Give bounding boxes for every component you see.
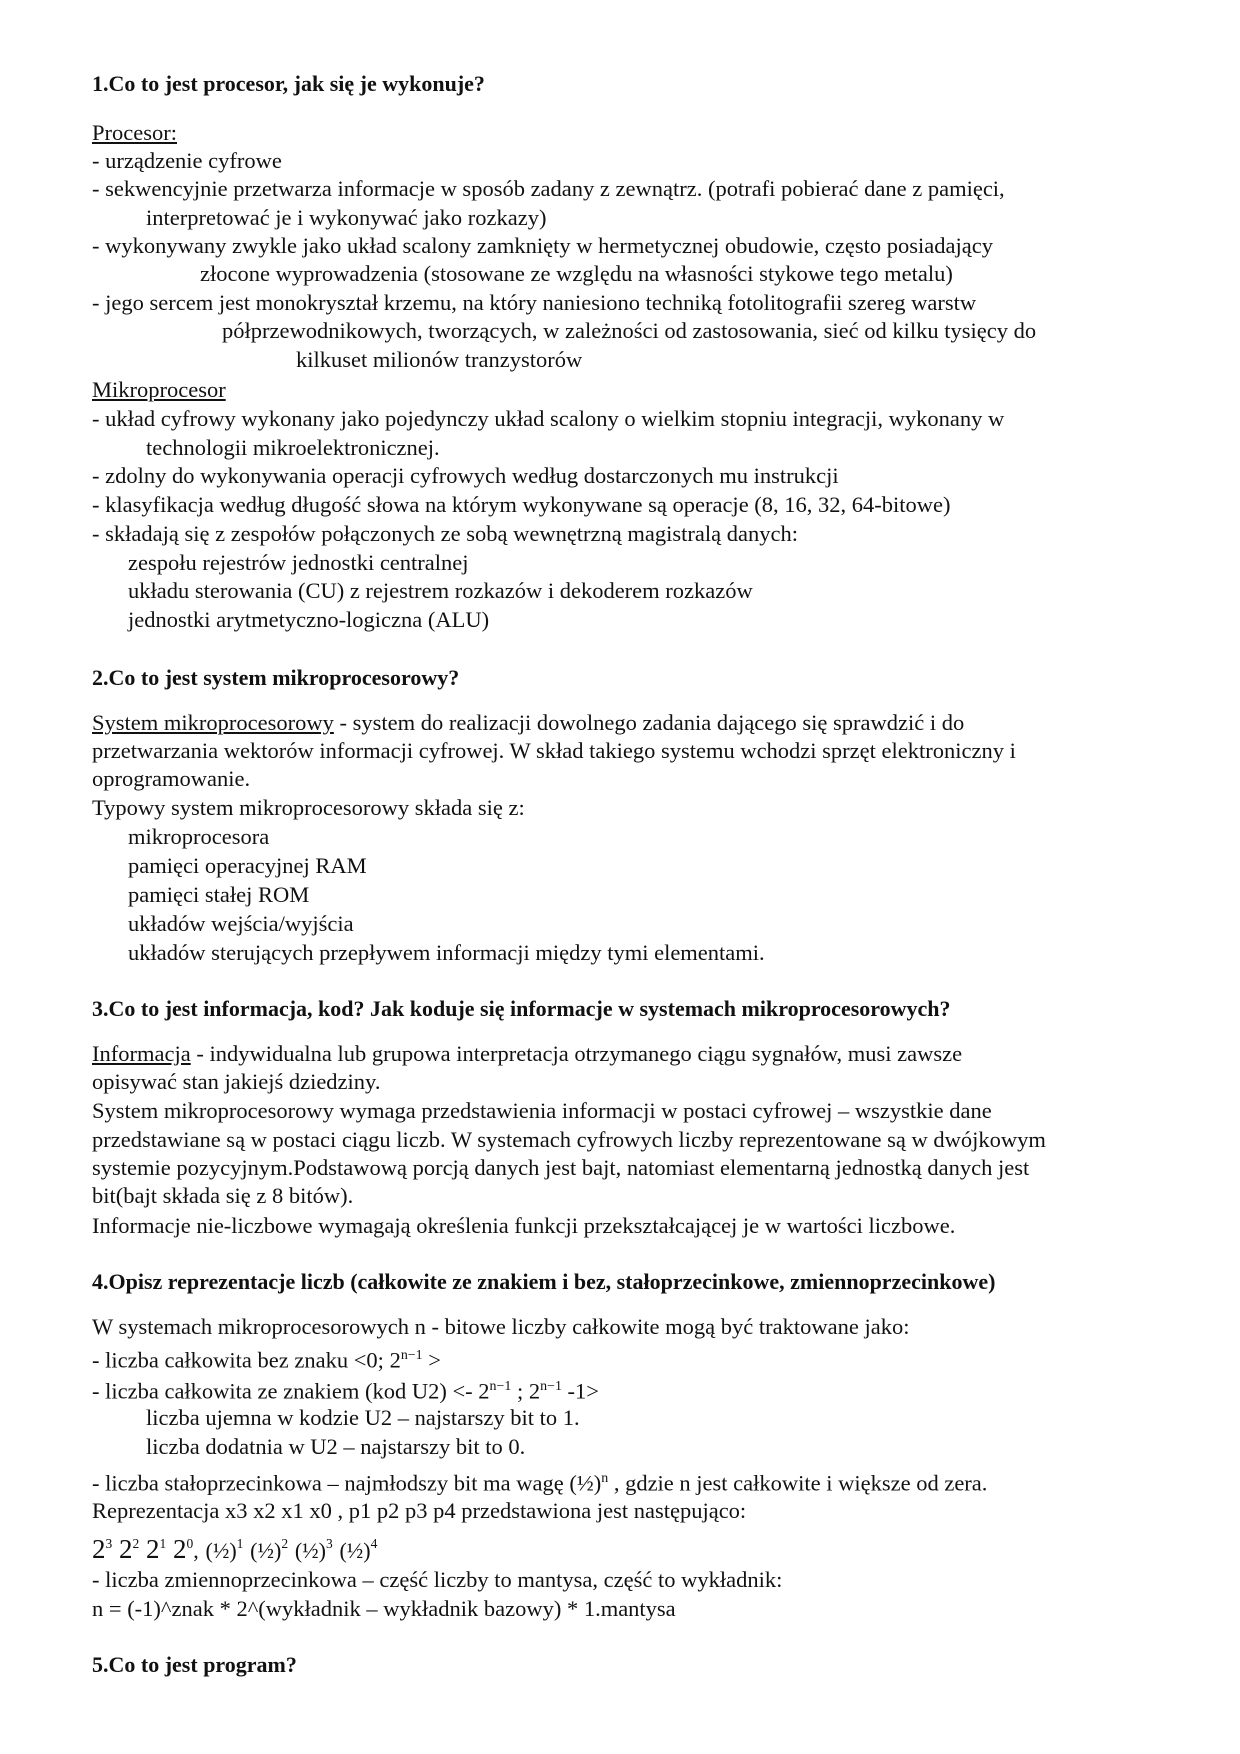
power-exponent: 2 [132,1536,140,1551]
text-line: - urządzenie cyfrowe [92,148,282,173]
text-fragment: -1> [561,1378,599,1404]
list-item: pamięci operacyjnej RAM [128,853,367,878]
microprocessor-label: Mikroprocesor [92,377,226,402]
text-line: - zdolny do wykonywania operacji cyfrowych według dostarczonych mu instrukcji [92,463,839,488]
power-base: 2 [478,1378,490,1404]
term-information: Informacja [92,1041,191,1066]
power-exponent: 1 [159,1536,167,1551]
definition-text: - system do realizacji dowolnego zadania dającego się sprawdzić i do [333,710,965,735]
weights-formula [92,1531,377,1564]
power-exponent: n−1 [489,1379,512,1394]
term-system: System mikroprocesorowy [92,710,334,735]
half-fraction: (½) [569,1470,602,1496]
text-line [92,710,964,736]
section-1-heading: 1.Co to jest procesor, jak się je wykonuje? [92,71,485,96]
half-fraction: (½) [294,1538,326,1563]
section-3-heading: 3.Co to jest informacja, kod? Jak koduje się informacje w systemach mikroprocesorowych? [92,996,951,1021]
power-exponent: n [601,1471,609,1486]
power-exponent: 3 [325,1536,333,1551]
section-4-heading: 4.Opisz reprezentacje liczb (całkowite ze znakiem i bez, stałoprzecinkowe, zmiennoprzecinkowe) [92,1269,996,1294]
text-line: przedstawiane są w postaci ciągu liczb. W systemach cyfrowych liczby reprezentowane są w dwójkowym [92,1127,1046,1152]
signed-range-line [92,1374,599,1405]
text-line: liczba ujemna w kodzie U2 – najstarszy bit to 1. [146,1405,580,1430]
power-exponent: n−1 [540,1379,562,1394]
fixed-point-line [92,1466,987,1497]
text-line: - składają się z zespołów połączonych ze sobą wewnętrzną magistralą danych: [92,521,798,546]
text-line: - sekwencyjnie przetwarza informacje w sposób zadany z zewnątrz. (potrafi pobierać dane z pamięci, [92,176,1005,201]
power-base: 2 [119,1534,133,1564]
power-exponent: 4 [370,1536,378,1551]
text-line: kilkuset milionów tranzystorów [296,347,583,372]
power-exponent: 1 [236,1536,244,1551]
formula-line: n = (-1)^znak * 2^(wykładnik – wykładnik bazowy) * 1.mantysa [92,1596,676,1621]
power-exponent: 0 [186,1536,194,1551]
section-2-heading: 2.Co to jest system mikroprocesorowy? [92,665,460,690]
text-line: Informacje nie-liczbowe wymagają określenia funkcji przekształcającej je w wartości liczbowe. [92,1213,956,1238]
power-exponent: 3 [105,1536,113,1551]
half-fraction: (½) [250,1538,282,1563]
power-base: 2 [528,1378,541,1404]
text-line: interpretować je i wykonywać jako rozkazy) [146,205,547,230]
half-fraction: (½) [205,1538,237,1563]
text-line [92,1041,962,1067]
text-fragment: ; [511,1378,529,1404]
text-line: oprogramowanie. [92,766,251,791]
text-fragment: > [422,1347,441,1373]
unsigned-range-line [92,1343,441,1374]
power-base: 2 [146,1534,160,1564]
text-fragment: - liczba całkowita ze znakiem (kod U2) <- [92,1378,479,1404]
text-fragment: , gdzie n jest całkowite i większe od zera. [608,1470,988,1496]
text-line: - jego sercem jest monokryształ krzemu, na który naniesiono techniką fotolitografii szereg warstw [92,290,977,315]
text-line: - klasyfikacja według długość słowa na którym wykonywane są operacje (8, 16, 32, 64-bitowe) [92,492,951,517]
text-fragment: - liczba całkowita bez znaku <0; [92,1347,390,1373]
definition-text: - indywidualna lub grupowa interpretacja otrzymanego ciągu sygnałów, musi zawsze [190,1041,963,1066]
text-line: układu sterowania (CU) z rejestrem rozkazów i dekoderem rozkazów [128,578,753,603]
text-line: zespołu rejestrów jednostki centralnej [128,550,469,575]
separator: , [193,1538,199,1563]
section-5-heading: 5.Co to jest program? [92,1652,297,1677]
text-line: systemie pozycyjnym.Podstawową porcją danych jest bajt, natomiast elementarną jednostką danych jest [92,1155,1030,1180]
text-line: liczba dodatnia w U2 – najstarszy bit to 0. [146,1434,526,1459]
processor-label: Procesor: [92,120,177,145]
text-line: technologii mikroelektronicznej. [146,435,440,460]
list-item: mikroprocesora [128,824,270,849]
half-fraction: (½) [339,1538,371,1563]
power-base: 2 [173,1534,187,1564]
text-fragment: - liczba stałoprzecinkowa – najmłodszy bit ma wagę [92,1470,570,1496]
text-line: - wykonywany zwykle jako układ scalony zamknięty w hermetycznej obudowie, często posiadający [92,233,993,258]
text-line: półprzewodnikowych, tworzących, w zależności od zastosowania, sieć od kilku tysięcy do [222,318,1037,343]
text-line: jednostki arytmetyczno-logiczna (ALU) [128,607,490,632]
text-line: W systemach mikroprocesorowych n - bitowe liczby całkowite mogą być traktowane jako: [92,1314,910,1339]
text-line: Typowy system mikroprocesorowy składa się z: [92,795,525,820]
text-line: złocone wyprowadzenia (stosowane ze względu na własności stykowe tego metalu) [200,261,953,286]
power-base: 2 [92,1534,106,1564]
power-base: 2 [389,1347,401,1373]
text-line: - liczba zmiennoprzecinkowa – część liczby to mantysa, część to wykładnik: [92,1567,783,1592]
list-item: układów wejścia/wyjścia [128,911,354,936]
list-item: układów sterujących przepływem informacji między tymi elementami. [128,940,765,965]
text-line: przetwarzania wektorów informacji cyfrowej. W skład takiego systemu wchodzi sprzęt elektroniczny i [92,738,1016,763]
power-exponent: 2 [281,1536,289,1551]
list-item: pamięci stałej ROM [128,882,310,907]
text-line: - układ cyfrowy wykonany jako pojedynczy układ scalony o wielkim stopniu integracji, wykonany w [92,406,1005,431]
text-line: Reprezentacja x3 x2 x1 x0 , p1 p2 p3 p4 przedstawiona jest następująco: [92,1498,747,1523]
text-line: opisywać stan jakiejś dziedziny. [92,1069,381,1094]
text-line: bit(bajt składa się z 8 bitów). [92,1183,354,1208]
text-line: System mikroprocesorowy wymaga przedstawienia informacji w postaci cyfrowej – wszystkie dane [92,1098,992,1123]
power-exponent: n−1 [400,1348,423,1363]
